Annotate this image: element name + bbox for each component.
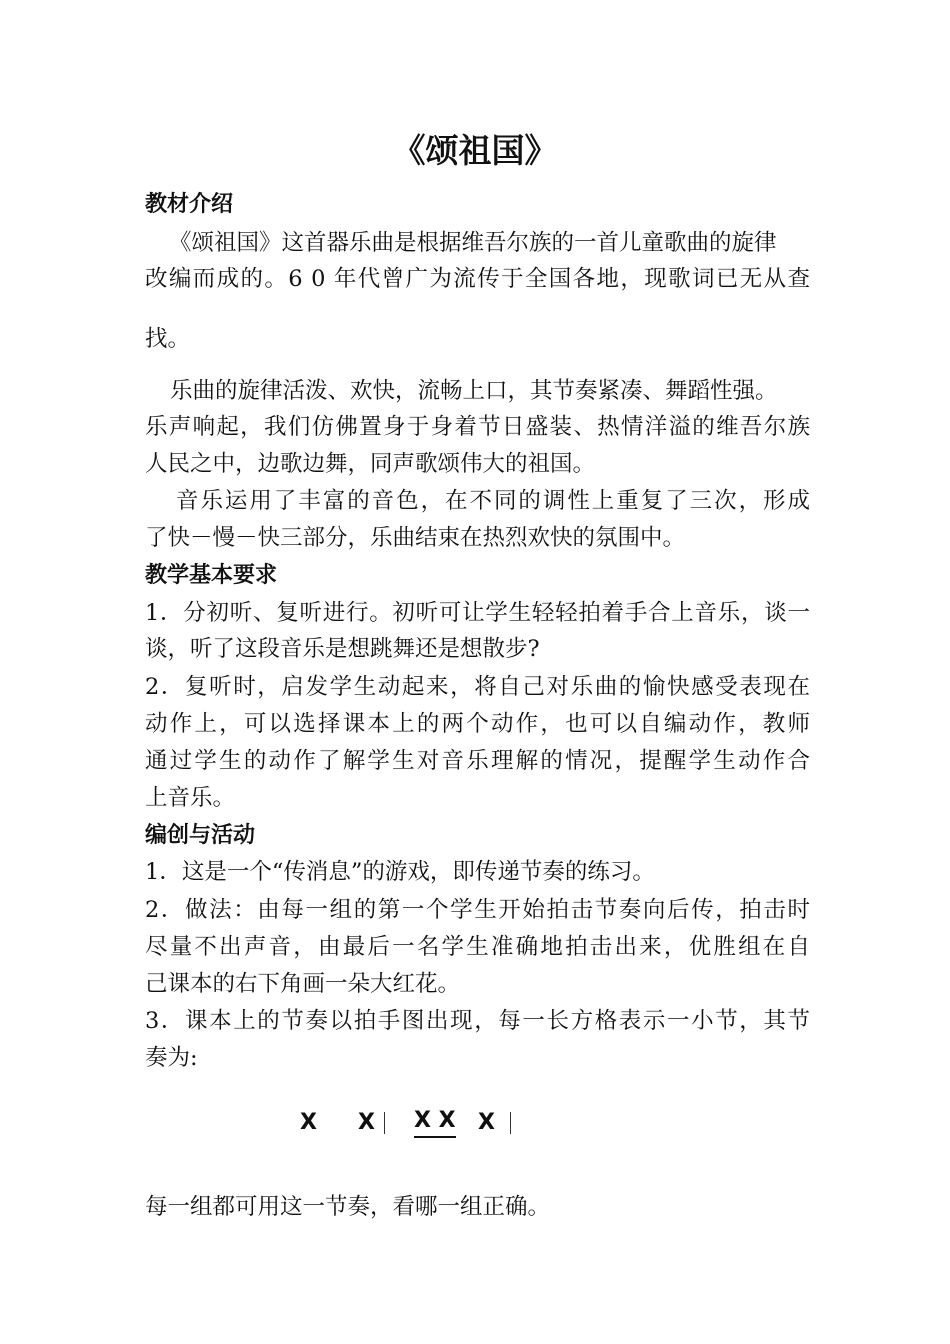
rhythm-note: X — [300, 1110, 317, 1135]
list-item-line: 2．做法：由每一组的第一个学生开始拍击节奏向后传，拍击时 — [145, 897, 810, 923]
rhythm-note: X — [478, 1110, 495, 1135]
document-title: 《颂祖国》 — [392, 131, 558, 170]
rhythm-notation — [0, 1106, 950, 1140]
section-heading-materials: 教材介绍 — [145, 192, 234, 217]
paragraph-line: 人民之中，边歌边舞，同声歌颂伟大的祖国。 — [145, 451, 596, 477]
paragraph-line: 《颂祖国》这首器乐曲是根据维吾尔族的一首儿童歌曲的旋律 — [169, 230, 777, 256]
list-item-line: 上音乐。 — [145, 785, 236, 811]
rhythm-note: X — [358, 1110, 375, 1135]
list-item-line: 1．这是一个“传消息”的游戏，即传递节奏的练习。 — [145, 859, 655, 885]
list-item-line: 奏为: — [145, 1045, 198, 1071]
list-item-line: 己课本的右下角画一朵大红花。 — [145, 971, 461, 997]
section-heading-activities: 编创与活动 — [145, 823, 256, 848]
list-item-line: 1．分初听、复听进行。初听可让学生轻轻拍着手合上音乐，谈一 — [145, 600, 810, 626]
list-item-line: 通过学生的动作了解学生对音乐理解的情况，提醒学生动作合 — [145, 748, 810, 774]
bar-line — [384, 1112, 385, 1134]
list-item-line: 动作上，可以选择课本上的两个动作，也可以自编动作，教师 — [145, 711, 810, 737]
list-item-line: 尽量不出声音，由最后一名学生准确地拍击出来，优胜组在自 — [145, 934, 810, 960]
rhythm-note-eighths: X X — [414, 1106, 456, 1138]
paragraph-line: 音乐运用了丰富的音色，在不同的调性上重复了三次，形成 — [176, 488, 810, 514]
list-item-line: 谈，听了这段音乐是想跳舞还是想散步? — [145, 636, 540, 662]
paragraph-line: 找。 — [145, 326, 191, 352]
bar-line — [510, 1112, 511, 1134]
section-heading-requirements: 教学基本要求 — [145, 563, 278, 588]
closing-line: 每一组都可用这一节奏，看哪一组正确。 — [145, 1194, 551, 1220]
paragraph-line: 了快－慢－快三部分，乐曲结束在热烈欢快的氛围中。 — [145, 525, 686, 551]
list-item-line: 2．复听时，启发学生动起来，将自己对乐曲的愉快感受表现在 — [145, 674, 810, 700]
paragraph-line: 改编而成的。6 0 年代曾广为流传于全国各地，现歌词已无从查 — [145, 266, 810, 292]
paragraph-line: 乐曲的旋律活泼、欢快，流畅上口，其节奏紧凑、舞蹈性强。 — [170, 378, 778, 404]
list-item-line: 3．课本上的节奏以拍手图出现，每一长方格表示一小节，其节 — [145, 1008, 810, 1034]
paragraph-line: 乐声响起，我们仿佛置身于身着节日盛装、热情洋溢的维吾尔族 — [145, 414, 810, 440]
